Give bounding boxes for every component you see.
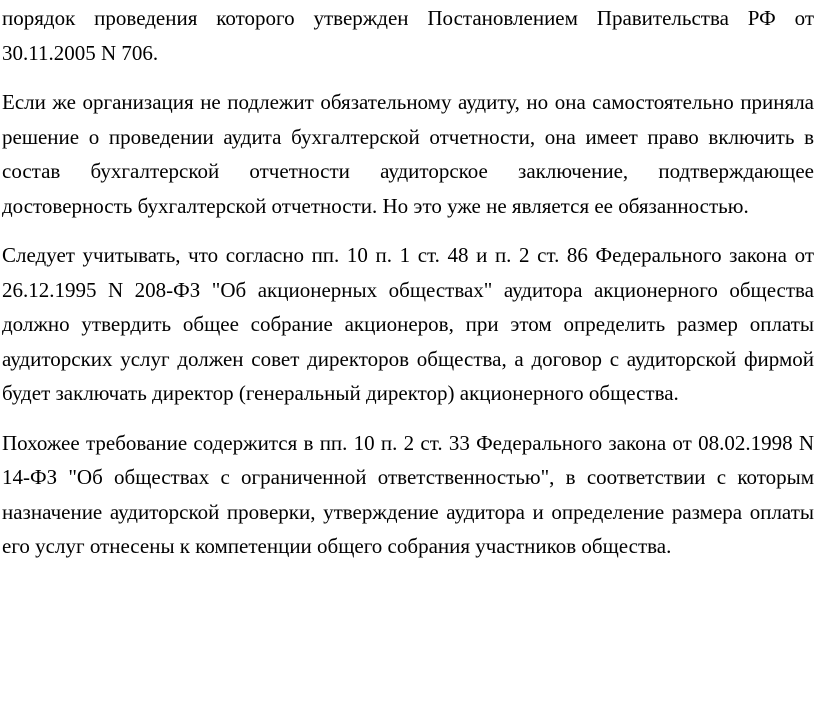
- paragraph-voluntary-audit: Если же организация не подлежит обязательному аудиту, но она самостоятельно приняла решение о проведении аудита бухгалтерской отчетности, она имеет право включить в состав бухгалтерской отчетности аудиторское заключение, подтверждающее достоверность бухгалтерской отчетности. Но это уже не является ее обязанностью.: [2, 90, 814, 218]
- paragraph-llc-requirement: Похожее требование содержится в пп. 10 п. 2 ст. 33 Федерального закона от 08.02.1998 N 14-ФЗ "Об обществах с ограниченной ответственностью", в соответствии с которым назначение аудиторской проверки, утверждение аудитора и определение размера оплаты его услуг отнесены к компетенции общего собрания участников общества.: [2, 430, 814, 558]
- paragraph-continuation: порядок проведения которого утвержден Постановлением Правительства РФ от 30.11.2005 N 706.: [2, 6, 814, 65]
- paragraph-joint-stock-companies: Следует учитывать, что согласно пп. 10 п. 1 ст. 48 и п. 2 ст. 86 Федерального закона от 26.12.1995 N 208-ФЗ "Об акционерных обществах" аудитора акционерного общества должно утвердить общее собрание акционеров, при этом определить размер оплаты аудиторских услуг должен совет директоров общества, а договор с аудиторской фирмой будет заключать директор (генеральный директор) акционерного общества.: [2, 243, 814, 405]
